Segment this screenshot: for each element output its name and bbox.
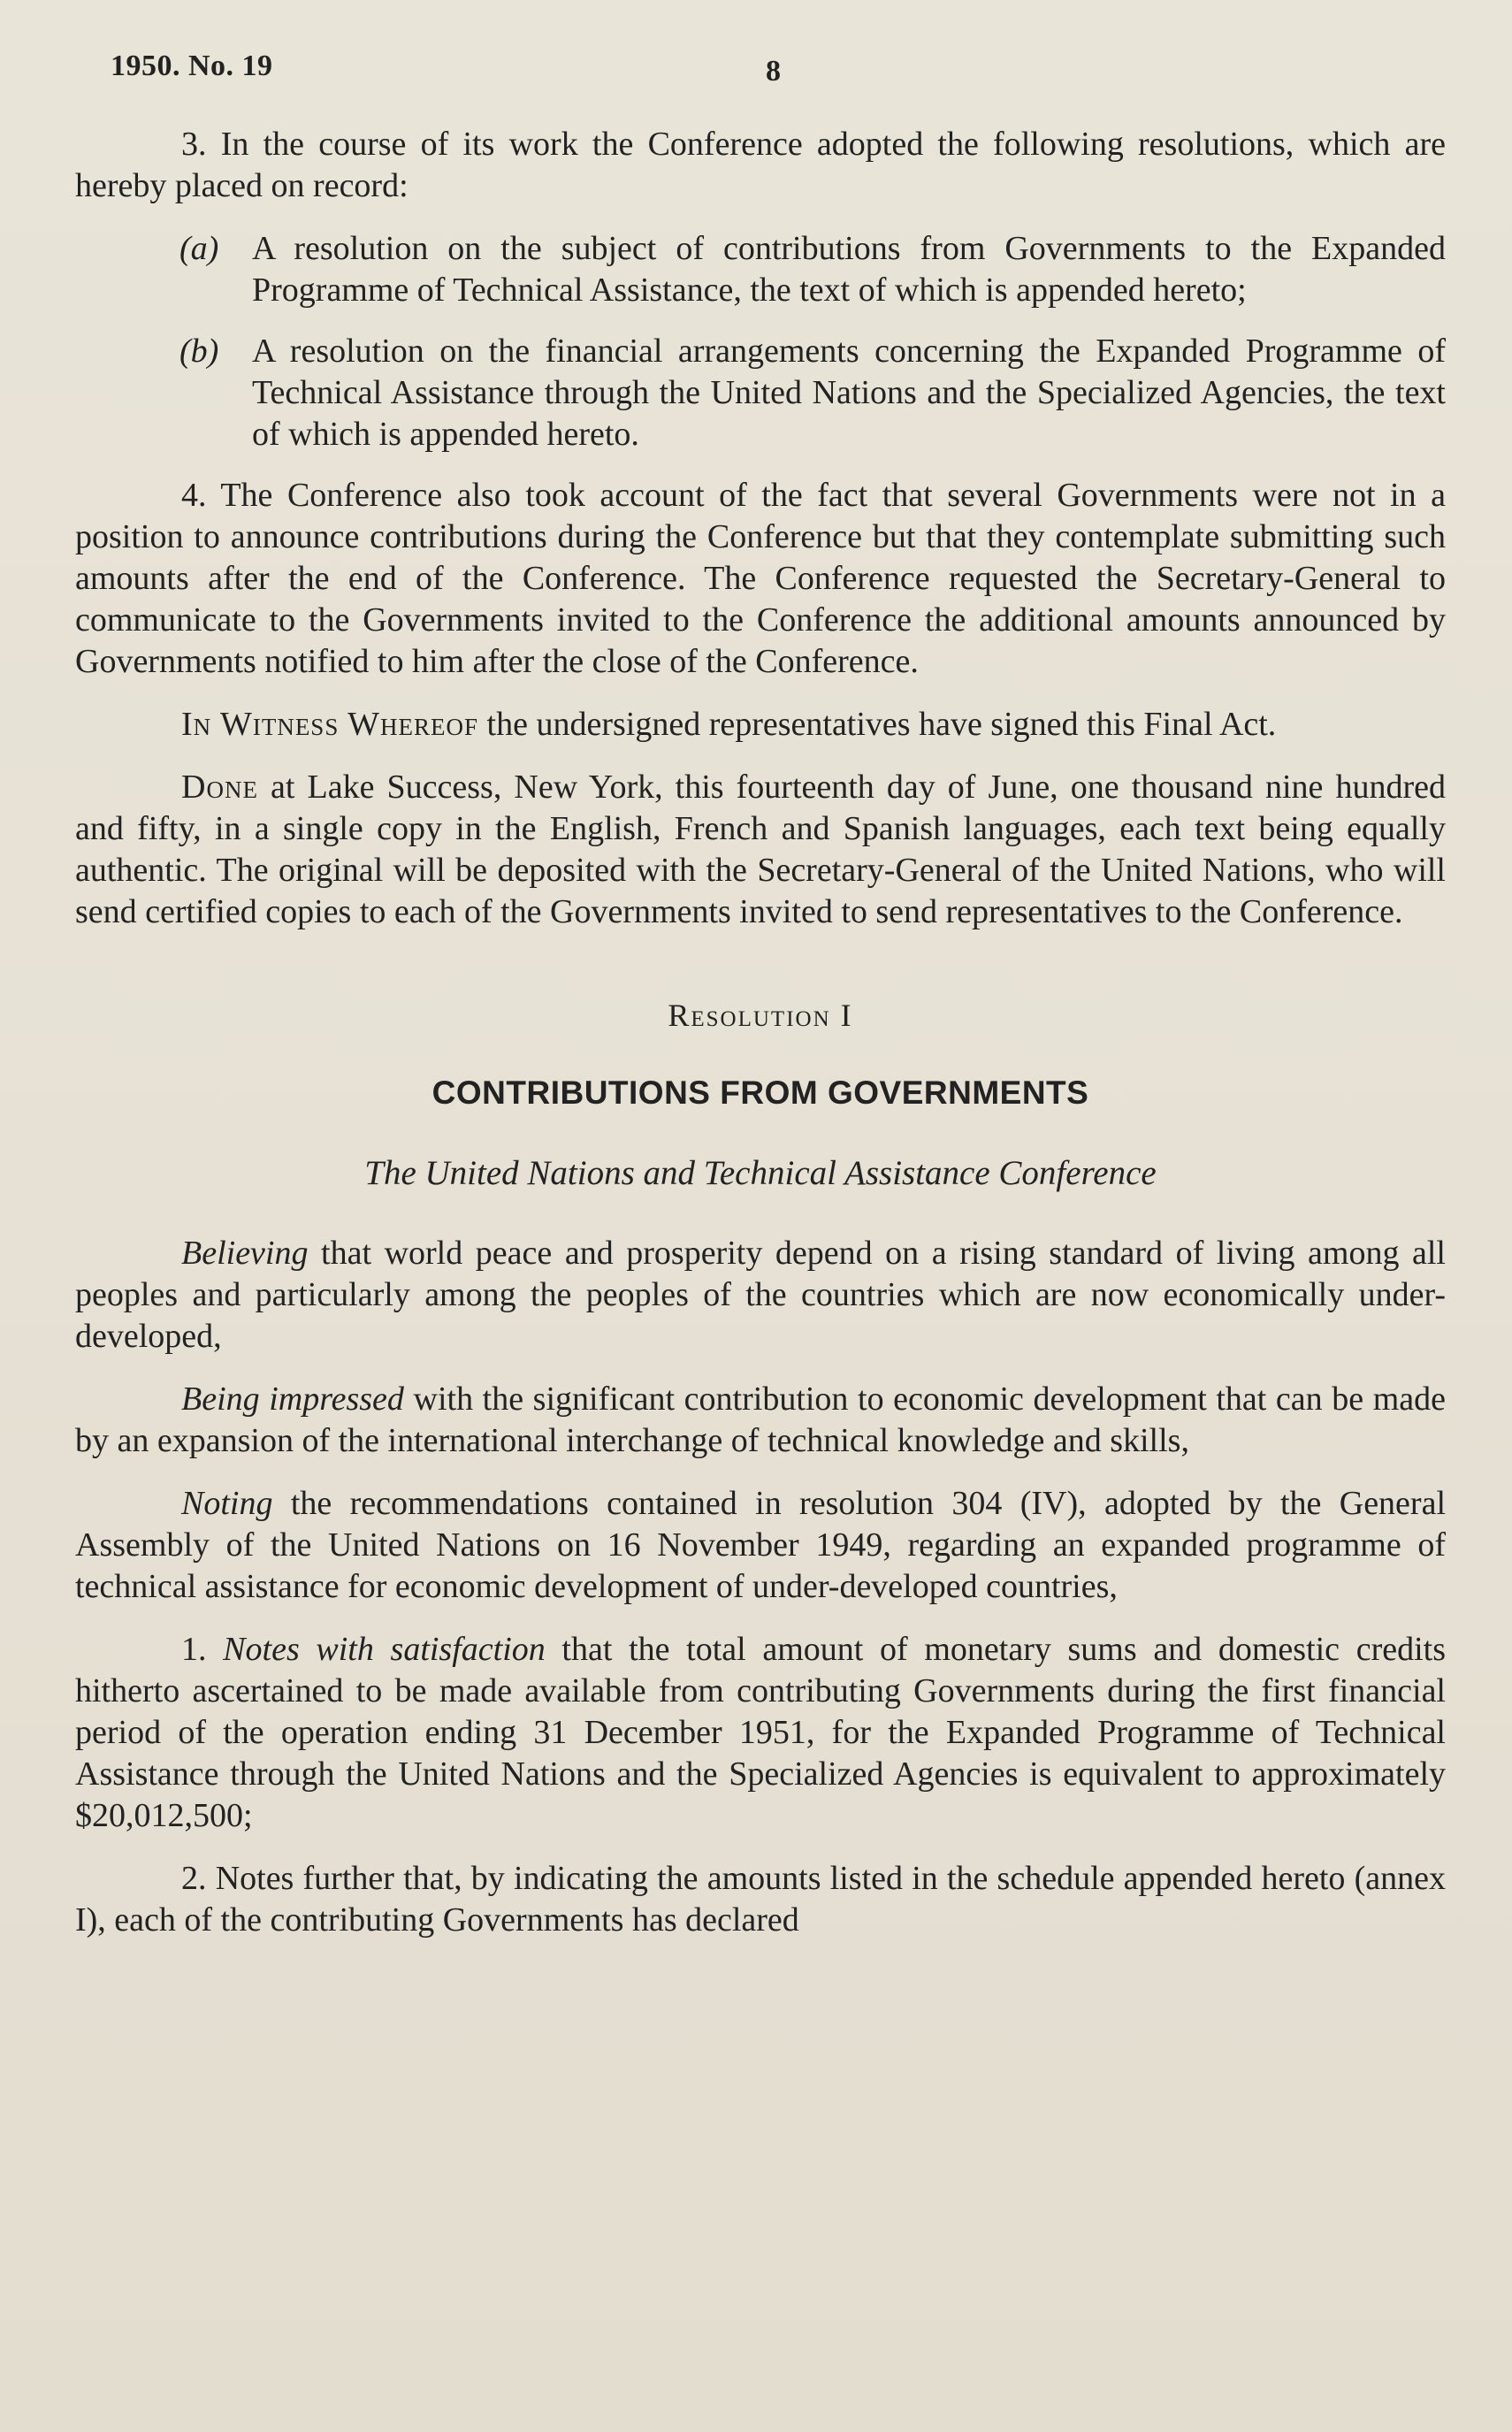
impressed-lead: Being impressed: [181, 1380, 404, 1418]
resolution-subtitle: The United Nations and Technical Assistance Conference: [364, 1154, 1157, 1192]
paragraph-3b-text: A resolution on the financial arrangements concerning the Expanded Programme of Technical Assistance through the United Nations and the Specialized Agencies, the text of which is appended hereto.: [252, 333, 1446, 453]
paragraph-3a: [75, 228, 1446, 311]
done-clause: [75, 767, 1446, 933]
page-header-year-number: 1950. No. 19: [111, 50, 273, 82]
impressed-text: with the significant contribution to economic development that can be made by an expansion of the international interchange of technical knowledge and skills,: [75, 1380, 1446, 1459]
resolution-heading: Resolution I: [668, 998, 853, 1033]
done-lead: Done: [181, 769, 258, 806]
noting-text: the recommendations contained in resolution 304 (IV), adopted by the General Assembly of the United Nations on 16 November 1949, regarding an expanded programme of technical assistance for economic development of under-developed countries,: [75, 1485, 1446, 1605]
witness-text: the undersigned representatives have signed this Final Act.: [478, 706, 1277, 743]
witness-clause: [75, 704, 1446, 746]
paragraph-3b: [75, 331, 1446, 455]
operative-paragraph-2: 2. Notes further that, by indicating the amounts listed in the schedule appended hereto (annex I), each of the contributing Governments has declared: [75, 1860, 1446, 1939]
believing-lead: Believing: [181, 1235, 309, 1272]
believing-clause: [75, 1233, 1446, 1357]
paragraph-4: 4. The Conference also took account of the fact that several Governments were not in a position to announce contributions during the Conference but that they contemplate submitting such amounts after the end of the Conference. The Conference requested the Secretary-General to communicate to the Governments invited to the Conference the additional amounts announced by Governments notified to him after the close of the Conference.: [75, 477, 1446, 680]
page-number: 8: [766, 55, 781, 88]
op1-number: 1.: [181, 1631, 224, 1668]
believing-text: that world peace and prosperity depend on a rising standard of living among all peoples and particularly among the peoples of the countries which are now economically under-developed,: [75, 1235, 1446, 1355]
noting-lead: Noting: [181, 1485, 273, 1522]
operative-paragraph-1: [75, 1629, 1446, 1837]
document-body: [75, 124, 1446, 1962]
item-marker-b: (b): [179, 333, 219, 370]
item-marker-a: (a): [179, 230, 219, 267]
op1-text: that the total amount of monetary sums and domestic credits hitherto ascertained to be made available from contributing Governments during the first financial period of the operation ending 31 December 1951, for the Expanded Programme of Technical Assistance through the United Nations and the Specialized Agencies is equivalent to approximately $20,012,500;: [75, 1631, 1447, 1834]
paragraph-3: 3. In the course of its work the Conference adopted the following resolutions, which are hereby placed on record:: [75, 126, 1446, 204]
paragraph-3a-text: A resolution on the subject of contributions from Governments to the Expanded Programme of Technical Assistance, the text of which is appended hereto;: [252, 230, 1446, 309]
witness-lead: In Witness Whereof: [181, 706, 479, 743]
resolution-title: CONTRIBUTIONS FROM GOVERNMENTS: [431, 1075, 1089, 1111]
impressed-clause: [75, 1379, 1446, 1462]
op1-lead: Notes with satisfaction: [223, 1631, 546, 1668]
done-text: at Lake Success, New York, this fourteenth day of June, one thousand nine hundred and fifty, in a single copy in the English, French and Spanish languages, each text being equally authentic. The original will be deposited with the Secretary-General of the United Nations, who will send certified copies to each of the Governments invited to send representatives to the Conference.: [75, 769, 1446, 930]
noting-clause: [75, 1483, 1446, 1608]
